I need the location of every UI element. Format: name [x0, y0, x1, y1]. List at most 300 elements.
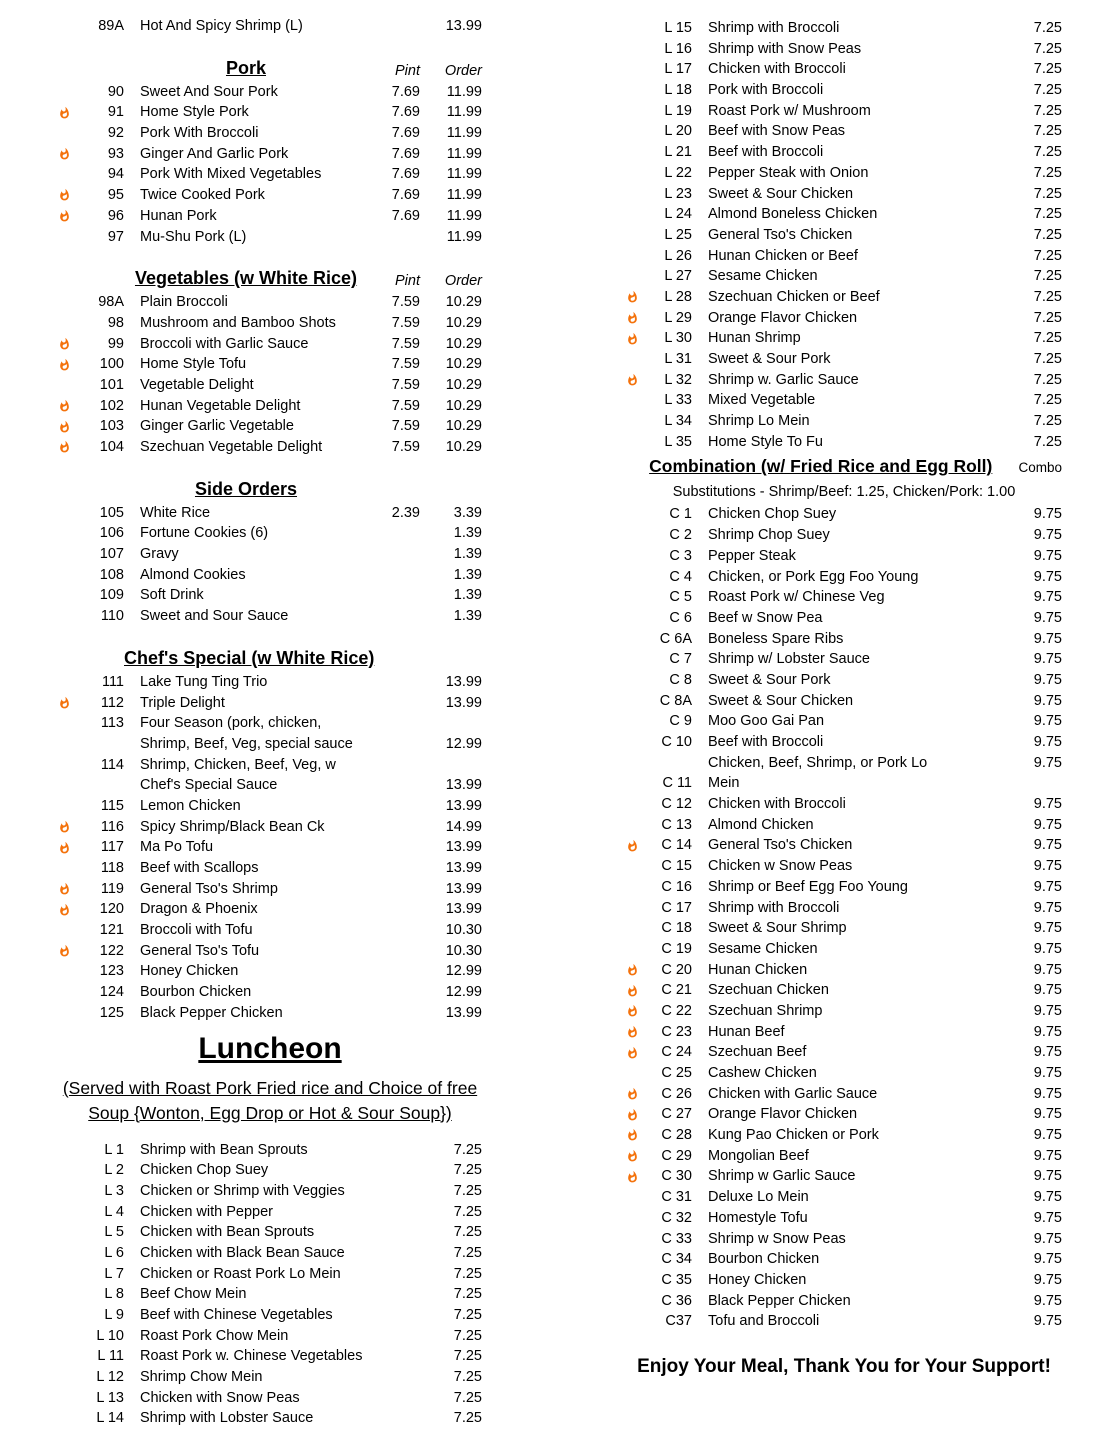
item-name: Beef with Scallops [140, 860, 259, 876]
spicy-flame-icon [58, 187, 71, 203]
item-number: L 35 [664, 433, 692, 450]
item-pint-price: 7.59 [391, 314, 420, 331]
menu-column-left [58, 16, 482, 1429]
item-order-price: 7.25 [453, 1286, 482, 1303]
menu-item-row [626, 753, 1062, 774]
item-name: Chicken Chop Suey [140, 1162, 269, 1179]
spicy-flame-slot [626, 39, 650, 60]
menu-item-row [58, 1264, 482, 1285]
item-name: Dragon & Phoenix [140, 901, 258, 918]
menu-item-row [626, 794, 1062, 815]
item-order-price: 13.99 [445, 860, 482, 876]
section-header [58, 470, 482, 500]
item-order-price: 9.75 [1033, 940, 1062, 957]
order-column-label: Order [444, 273, 482, 290]
section-header [58, 259, 482, 289]
item-order-price: 9.75 [1033, 1106, 1062, 1123]
item-number: 96 [107, 207, 124, 224]
item-order-price: 9.75 [1033, 609, 1062, 626]
spicy-flame-slot [626, 980, 650, 1001]
menu-item-row [58, 416, 482, 437]
spicy-flame-slot [626, 1187, 650, 1208]
menu-item-row [626, 80, 1062, 101]
item-order-price: 9.75 [1033, 858, 1062, 875]
spicy-flame-slot [58, 144, 82, 165]
item-name: Honey Chicken [140, 963, 239, 980]
item-order-price: 1.39 [453, 608, 482, 625]
menu-item-row [626, 1022, 1062, 1043]
spicy-flame-slot [626, 1022, 650, 1043]
item-order-price: 7.25 [1033, 164, 1062, 181]
item-name: Chicken, Beef, Shrimp, or Pork Lo [708, 754, 928, 771]
item-order-price: 9.75 [1033, 1313, 1062, 1330]
item-order-price: 11.99 [446, 207, 482, 224]
item-name: Roast Pork w/ Mushroom [708, 102, 871, 119]
spicy-flame-slot [58, 585, 82, 606]
spicy-flame-icon [626, 331, 639, 347]
item-number: L 31 [664, 351, 692, 367]
item-number: L 32 [664, 371, 692, 388]
item-name: Sweet & Sour Chicken [708, 185, 854, 202]
menu-item-row [58, 755, 482, 776]
item-name: Home Style To Fu [708, 433, 823, 450]
spicy-flame-slot [626, 80, 650, 101]
spicy-flame-slot [626, 649, 650, 670]
menu-item-row [626, 773, 1062, 794]
item-name: Chicken or Shrimp with Veggies [140, 1182, 345, 1199]
spicy-flame-slot [626, 918, 650, 939]
item-number: C 6 [669, 609, 692, 626]
spicy-flame-slot [626, 567, 650, 588]
item-order-price: 9.75 [1033, 1023, 1062, 1040]
item-name: Tofu and Broccoli [708, 1313, 820, 1330]
item-name: Shrimp with Broccoli [708, 899, 840, 916]
item-order-price: 9.75 [1033, 1147, 1062, 1164]
spicy-flame-slot [626, 1042, 650, 1063]
menu-item-row [58, 858, 482, 879]
spicy-flame-slot [626, 1166, 650, 1187]
item-number: L 1 [104, 1141, 124, 1158]
menu-item-row [58, 354, 482, 375]
item-name: Black Pepper Chicken [708, 1292, 851, 1309]
spicy-flame-slot [626, 101, 650, 122]
menu-item-row [626, 649, 1062, 670]
item-number: 91 [107, 104, 124, 121]
menu-item-row [58, 1408, 482, 1429]
item-order-price: 13.99 [445, 901, 482, 918]
menu-item-row [626, 856, 1062, 877]
item-number: 90 [107, 83, 124, 100]
spicy-flame-slot [58, 1264, 82, 1285]
item-order-price: 9.75 [1033, 547, 1062, 564]
item-order-price: 7.25 [453, 1348, 482, 1365]
item-name: Shrimp with Lobster Sauce [140, 1410, 314, 1427]
item-order-price: 7.25 [1033, 61, 1062, 78]
spicy-flame-icon [58, 943, 71, 959]
item-number: C 8A [659, 692, 692, 709]
item-number: C 29 [661, 1147, 692, 1164]
item-order-price: 7.25 [1033, 226, 1062, 243]
item-order-price: 7.25 [1033, 371, 1062, 388]
menu-item-row [58, 817, 482, 838]
item-name: Hunan Shrimp [708, 330, 801, 347]
spicy-flame-icon [626, 1107, 639, 1123]
menu-item-row [626, 287, 1062, 308]
spicy-flame-slot [58, 1222, 82, 1243]
menu-item-row [626, 732, 1062, 753]
item-order-price: 9.75 [1033, 1251, 1062, 1268]
spicy-flame-icon [626, 1003, 639, 1019]
item-name: Hunan Beef [708, 1023, 785, 1040]
spicy-flame-slot [626, 1063, 650, 1084]
item-order-price: 10.30 [445, 942, 482, 959]
luncheon-title: Luncheon [198, 1031, 342, 1065]
item-number: L 5 [104, 1224, 124, 1241]
item-order-price: 10.29 [445, 294, 482, 311]
item-number: 108 [99, 566, 124, 583]
item-order-price: 9.75 [1033, 1044, 1062, 1061]
spicy-flame-slot [626, 629, 650, 650]
item-order-price: 7.25 [1033, 268, 1062, 285]
spicy-flame-slot [58, 982, 82, 1003]
item-name: Pepper Steak with Onion [708, 164, 869, 181]
combo-column-label: Combo [1018, 460, 1062, 476]
item-name: Roast Pork Chow Mein [140, 1327, 289, 1344]
item-order-price: 11.99 [446, 125, 482, 142]
spicy-flame-slot [626, 121, 650, 142]
item-name: General Tso's Chicken [708, 226, 853, 243]
item-name: Szechuan Beef [708, 1044, 807, 1061]
item-order-price: 7.25 [453, 1369, 482, 1386]
spicy-flame-slot [58, 817, 82, 838]
item-order-price: 11.99 [446, 166, 482, 183]
item-number: L 26 [664, 247, 692, 264]
item-number: C 26 [661, 1085, 692, 1102]
item-number: L 20 [664, 123, 692, 140]
menu-item-row [58, 313, 482, 334]
item-number: L 3 [104, 1182, 124, 1199]
spicy-flame-slot [58, 1140, 82, 1161]
menu-item-row [626, 1187, 1062, 1208]
item-order-price: 7.25 [1033, 309, 1062, 326]
item-name: General Tso's Shrimp [140, 880, 278, 897]
spicy-flame-slot [626, 525, 650, 546]
item-number: C 33 [661, 1230, 692, 1247]
item-number: 99 [107, 335, 124, 352]
item-number: C 30 [661, 1168, 692, 1185]
menu-item-row [626, 587, 1062, 608]
menu-item-row [58, 879, 482, 900]
item-number: C 15 [661, 858, 692, 875]
item-name: Almond Boneless Chicken [708, 206, 878, 223]
spicy-flame-slot [58, 1388, 82, 1409]
item-order-price: 7.25 [1033, 40, 1062, 57]
spicy-flame-slot [626, 1146, 650, 1167]
spicy-flame-slot [58, 941, 82, 962]
spicy-flame-slot [626, 1125, 650, 1146]
item-order-price: 10.29 [445, 314, 482, 331]
item-name: Pork With Broccoli [140, 125, 259, 142]
item-name: Pork With Mixed Vegetables [140, 166, 322, 183]
item-number: L 34 [664, 413, 692, 430]
item-number: L 24 [664, 206, 692, 223]
item-name: General Tso's Tofu [140, 942, 260, 959]
item-number: 111 [101, 673, 124, 690]
item-name: Black Pepper Chicken [140, 1004, 283, 1021]
menu-item-row [58, 1326, 482, 1347]
menu-item-row [626, 1166, 1062, 1187]
spicy-flame-slot [58, 672, 82, 693]
item-number: L 6 [104, 1244, 124, 1261]
item-number: L 11 [97, 1348, 124, 1365]
item-number: C 11 [662, 775, 692, 792]
spicy-flame-slot [626, 753, 650, 774]
item-number: L 4 [104, 1203, 124, 1220]
item-order-price: 13.99 [445, 777, 482, 794]
menu-item-row [626, 877, 1062, 898]
item-number: C 35 [661, 1271, 692, 1288]
item-name: Kung Pao Chicken or Pork [708, 1127, 879, 1144]
spicy-flame-slot [58, 227, 82, 248]
item-order-price: 1.39 [453, 546, 482, 563]
item-number: 122 [99, 942, 124, 959]
spicy-flame-slot [626, 794, 650, 815]
spicy-flame-slot [58, 102, 82, 123]
item-order-price: 12.99 [445, 963, 482, 980]
item-order-price: 10.29 [445, 439, 482, 455]
menu-item-row [58, 982, 482, 1003]
spicy-flame-slot [626, 163, 650, 184]
spicy-flame-icon [58, 357, 71, 373]
item-number: 92 [107, 125, 124, 142]
menu-item-row [58, 523, 482, 544]
item-order-price: 9.75 [1033, 1209, 1062, 1226]
item-order-price: 9.75 [1033, 899, 1062, 916]
item-name: Shrimp with Broccoli [708, 20, 840, 36]
item-name: Broccoli with Tofu [140, 922, 253, 939]
item-number: C 12 [661, 796, 692, 813]
item-name: Beef with Snow Peas [708, 123, 846, 140]
spicy-flame-slot [626, 898, 650, 919]
item-order-price: 9.75 [1033, 1292, 1062, 1309]
menu-item-row [58, 1003, 482, 1024]
menu-item-row [626, 1208, 1062, 1229]
menu-item-row [58, 16, 482, 37]
item-name: Plain Broccoli [140, 294, 228, 311]
item-name: Chicken with Garlic Sauce [708, 1085, 878, 1102]
item-name: Mein [708, 775, 740, 792]
spicy-flame-slot [626, 691, 650, 712]
spicy-flame-icon [626, 1086, 639, 1102]
menu-item-row [58, 1202, 482, 1223]
spicy-flame-slot [626, 225, 650, 246]
item-number: C 14 [661, 837, 692, 854]
item-order-price: 9.75 [1033, 527, 1062, 544]
spicy-flame-slot [58, 1346, 82, 1367]
item-number: L 33 [664, 392, 692, 409]
item-number: C 23 [661, 1023, 692, 1040]
item-number: C 6A [659, 630, 692, 647]
item-pint-price: 7.69 [391, 145, 420, 162]
menu-item-row [58, 82, 482, 103]
spicy-flame-icon [58, 146, 71, 162]
item-name: Lemon Chicken [140, 797, 241, 814]
item-name: Soft Drink [140, 587, 204, 604]
item-order-price: 1.39 [453, 587, 482, 604]
spicy-flame-icon [58, 208, 71, 224]
item-number: L 29 [664, 309, 692, 326]
menu-item-row [626, 1291, 1062, 1312]
item-number: L 19 [664, 102, 692, 119]
item-number: L 23 [664, 185, 692, 202]
menu-item-row [626, 504, 1062, 525]
item-order-price: 11.99 [446, 104, 482, 121]
item-number: 112 [100, 694, 124, 711]
item-name: Chicken with Snow Peas [140, 1389, 300, 1406]
item-name: Sesame Chicken [708, 268, 818, 285]
item-pint-price: 7.59 [391, 397, 420, 414]
item-name: Chicken with Broccoli [708, 796, 846, 813]
spicy-flame-icon [626, 1045, 639, 1061]
menu-item-row [58, 437, 482, 458]
item-number: L 21 [664, 144, 692, 161]
item-name: Deluxe Lo Mein [708, 1189, 809, 1206]
spicy-flame-slot [626, 266, 650, 287]
item-name: Sweet & Sour Shrimp [708, 920, 847, 937]
item-order-price: 11.99 [446, 228, 482, 245]
item-order-price: 9.75 [1033, 796, 1062, 813]
spicy-flame-slot [58, 334, 82, 355]
item-order-price: 7.25 [1033, 82, 1062, 99]
item-order-price: 13.99 [445, 797, 482, 814]
section-title: Vegetables (w White Rice) [134, 268, 358, 289]
menu-item-row [626, 546, 1062, 567]
item-order-price: 9.75 [1033, 651, 1062, 668]
spicy-flame-slot [58, 734, 82, 755]
menu-item-row [626, 939, 1062, 960]
item-name: Mixed Vegetable [708, 392, 816, 409]
item-order-price: 13.99 [445, 839, 482, 856]
item-number: 107 [99, 546, 124, 563]
item-order-price: 10.29 [445, 356, 482, 373]
item-number: C 32 [661, 1209, 692, 1226]
menu-item-row [626, 608, 1062, 629]
item-name: Szechuan Shrimp [708, 1002, 823, 1019]
item-number: 95 [107, 187, 124, 204]
item-number: L 12 [96, 1369, 124, 1386]
item-pint-price: 7.69 [391, 125, 420, 142]
item-name: Lake Tung Ting Trio [140, 673, 268, 690]
menu-item-row [626, 390, 1062, 411]
menu-item-row [58, 396, 482, 417]
item-name: Hunan Vegetable Delight [140, 397, 301, 414]
spicy-flame-icon [58, 419, 71, 435]
spicy-flame-icon [626, 289, 639, 305]
spicy-flame-slot [58, 164, 82, 185]
item-number: C 31 [661, 1189, 692, 1206]
combination-title-line [626, 456, 1062, 482]
item-pint-price: 7.59 [391, 356, 420, 373]
item-pint-price: 7.59 [391, 294, 420, 311]
menu-item-row [626, 370, 1062, 391]
item-name: Shrimp Chop Suey [708, 527, 830, 544]
item-order-price: 13.99 [445, 880, 482, 897]
menu-item-row [626, 18, 1062, 39]
item-order-price: 11.99 [446, 83, 482, 100]
spicy-flame-slot [626, 287, 650, 308]
spicy-flame-slot [58, 1202, 82, 1223]
item-order-price: 14.99 [445, 818, 482, 835]
item-name: Shrimp Chow Mein [140, 1369, 263, 1386]
item-name: Fortune Cookies (6) [140, 525, 269, 542]
menu-item-row [626, 567, 1062, 588]
menu-item-row [626, 121, 1062, 142]
item-order-price: 7.25 [453, 1182, 482, 1199]
menu-item-row [626, 711, 1062, 732]
spicy-flame-slot [58, 185, 82, 206]
menu-item-row [626, 59, 1062, 80]
item-order-price: 12.99 [445, 984, 482, 1001]
item-name: Shrimp, Chicken, Beef, Veg, w [140, 756, 336, 773]
item-order-price: 13.99 [445, 694, 482, 711]
item-order-price: 9.75 [1033, 1127, 1062, 1144]
item-name: Shrimp with Snow Peas [708, 40, 862, 57]
item-number: C 7 [669, 651, 692, 668]
item-name: Hunan Chicken or Beef [708, 247, 858, 264]
item-name: Beef Chow Mein [140, 1286, 247, 1303]
item-order-price: 7.25 [1033, 288, 1062, 305]
spicy-flame-slot [626, 587, 650, 608]
spicy-flame-slot [626, 711, 650, 732]
item-name: Homestyle Tofu [708, 1209, 808, 1226]
spicy-flame-slot [626, 370, 650, 391]
spicy-flame-slot [626, 59, 650, 80]
spicy-flame-slot [626, 432, 650, 453]
menu-item-row [58, 941, 482, 962]
menu-item-row [626, 39, 1062, 60]
menu-item-row [626, 670, 1062, 691]
menu-item-row [58, 144, 482, 165]
spicy-flame-slot [626, 1084, 650, 1105]
spicy-flame-slot [58, 606, 82, 627]
item-order-price: 9.75 [1033, 671, 1062, 688]
spicy-flame-icon [58, 819, 71, 835]
spicy-flame-slot [626, 670, 650, 691]
spicy-flame-icon [626, 1148, 639, 1164]
item-number: 121 [99, 922, 124, 939]
item-order-price: 9.75 [1033, 961, 1062, 978]
item-order-price: 7.25 [453, 1307, 482, 1323]
item-name: Pork with Broccoli [708, 82, 824, 99]
item-number: 110 [100, 608, 124, 625]
item-order-price: 10.29 [445, 397, 482, 414]
item-number: 101 [99, 376, 124, 393]
item-order-price: 7.25 [1033, 392, 1062, 409]
item-order-price: 7.25 [1033, 144, 1062, 161]
spicy-flame-slot [58, 313, 82, 334]
spicy-flame-slot [58, 775, 82, 796]
item-number: L 27 [664, 268, 692, 285]
spicy-flame-icon [626, 1127, 639, 1143]
item-name: Chicken with Pepper [140, 1203, 273, 1220]
menu-item-row [58, 734, 482, 755]
item-number: C 28 [661, 1127, 692, 1144]
item-number: L 2 [104, 1162, 124, 1179]
item-order-price: 10.29 [445, 335, 482, 352]
item-order-price: 7.25 [1033, 20, 1062, 36]
spicy-flame-slot [626, 246, 650, 267]
item-order-price: 7.25 [453, 1389, 482, 1406]
